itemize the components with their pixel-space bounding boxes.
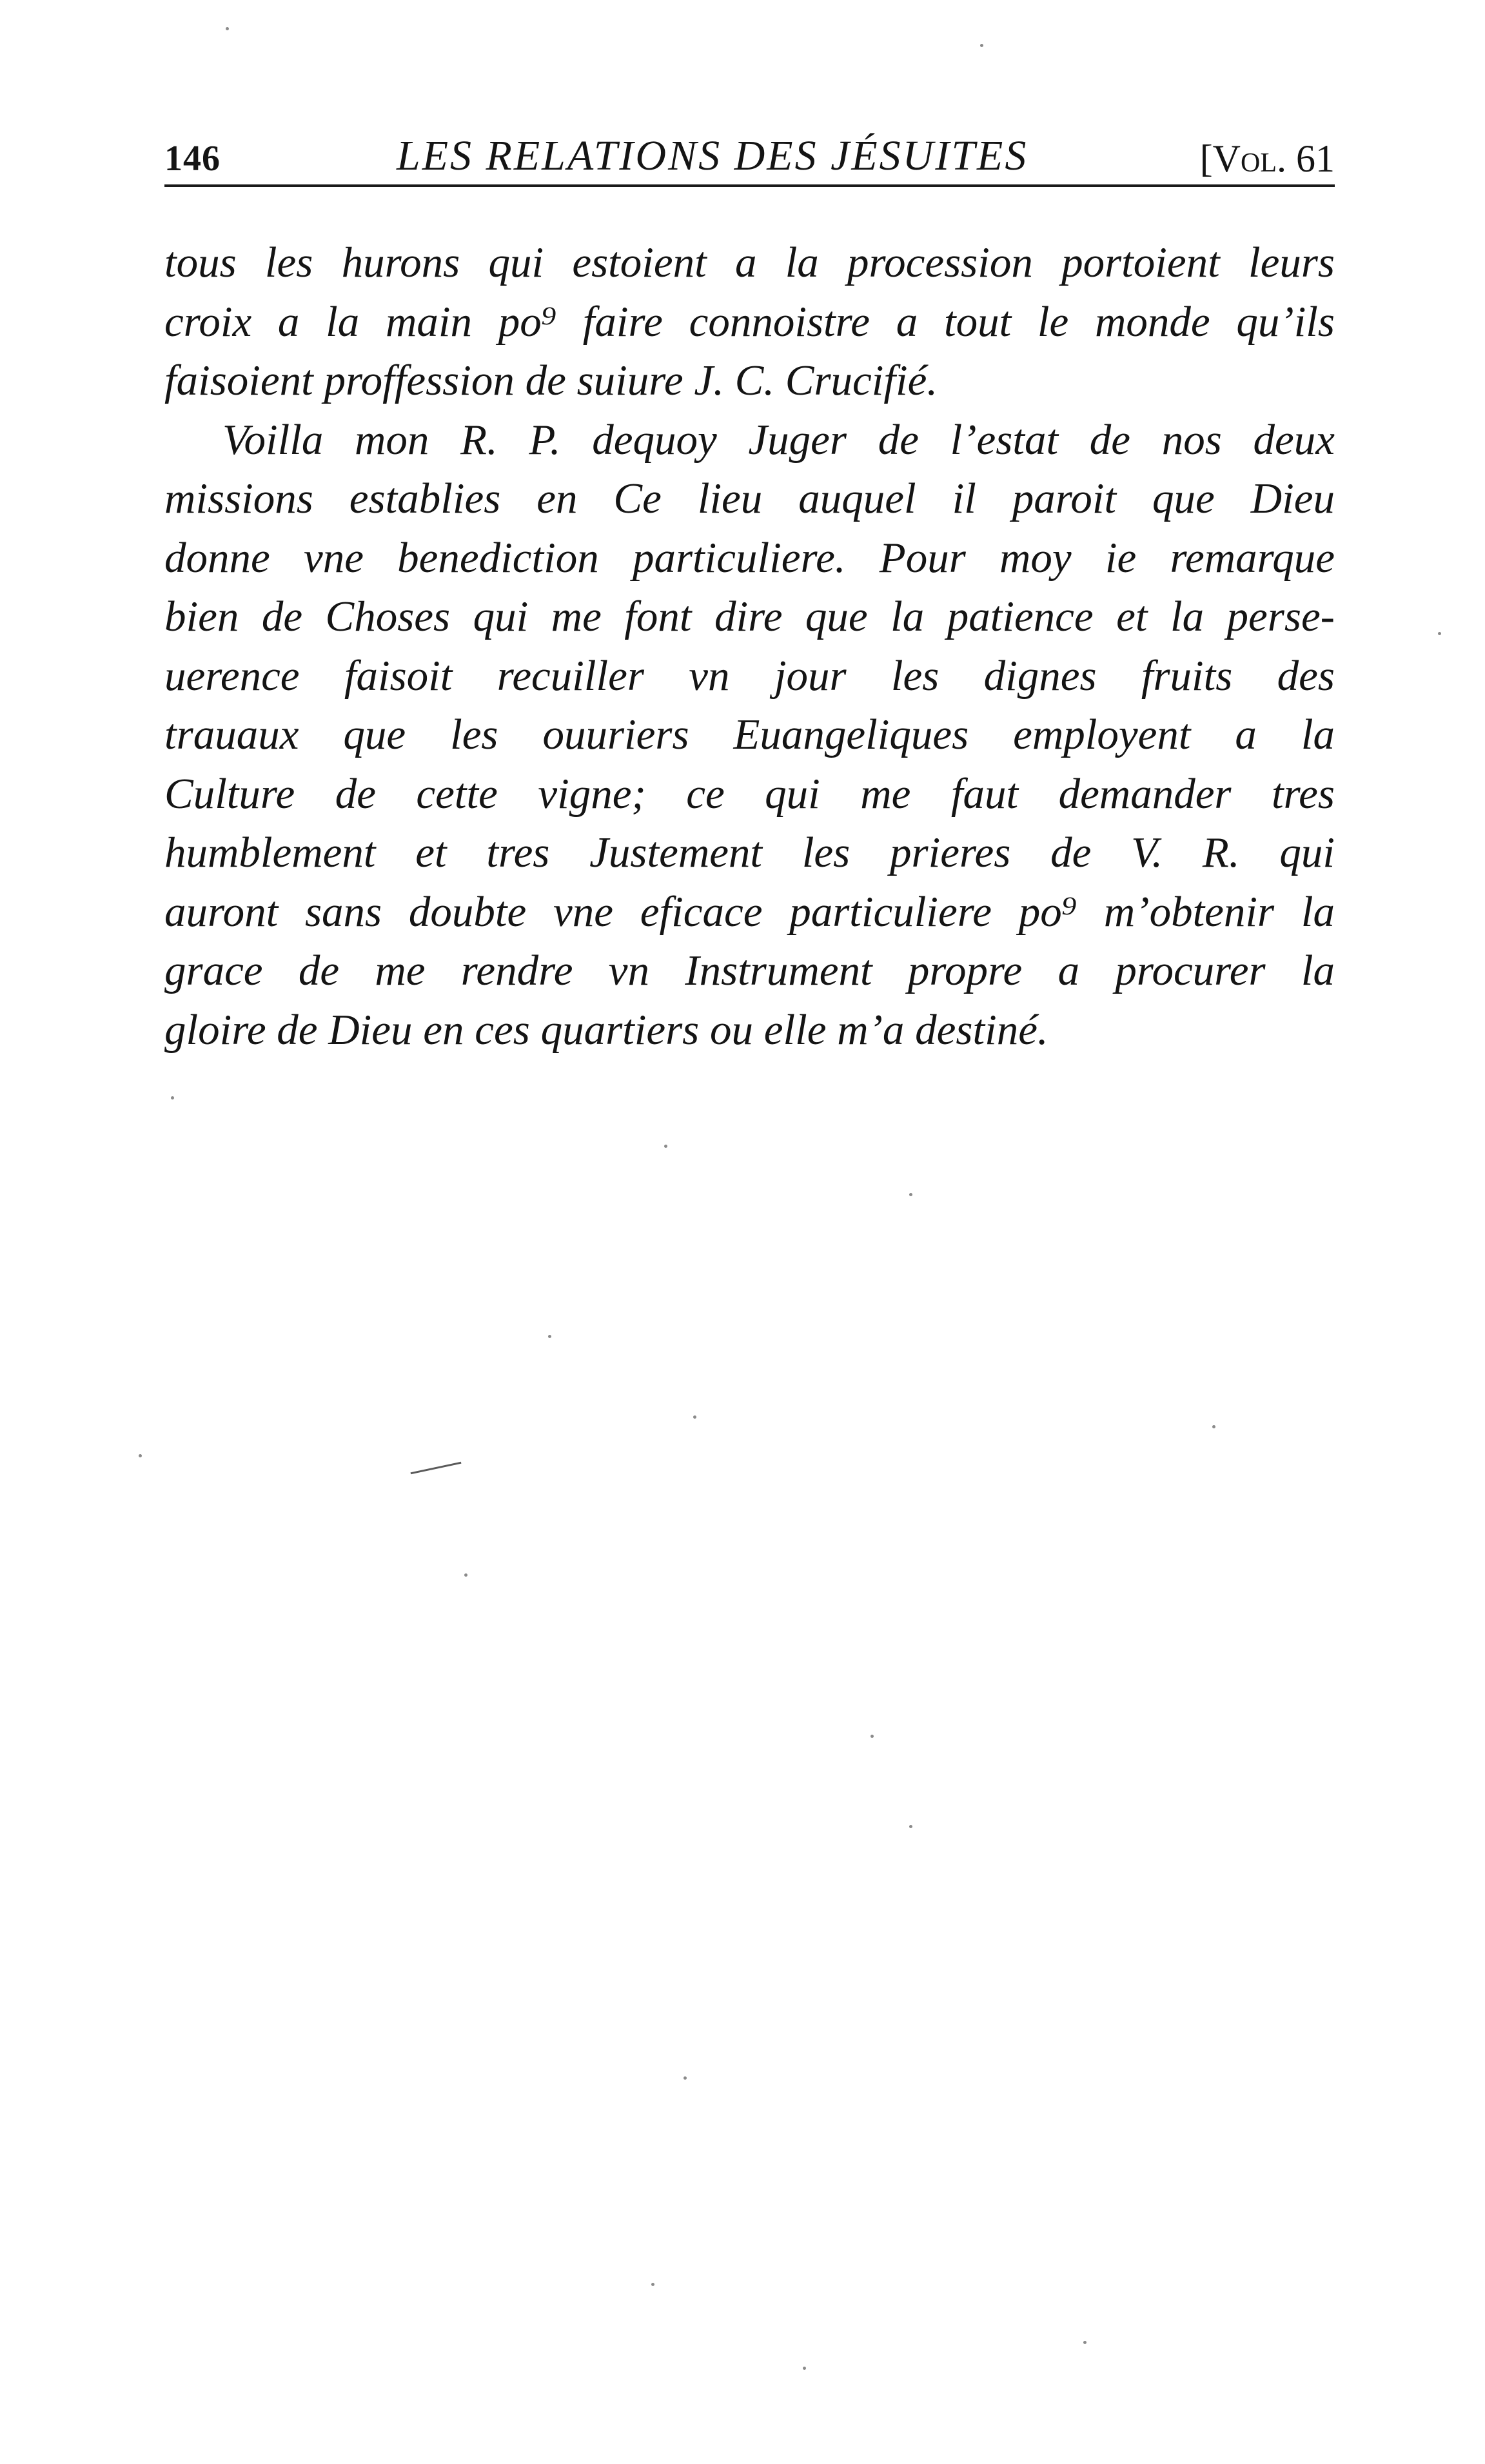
- scan-speck: [909, 1193, 912, 1196]
- volume-label: Vol.: [1212, 137, 1286, 180]
- body-text: [164, 233, 1335, 1060]
- volume-bracket: [: [1199, 137, 1213, 180]
- scan-speck: [226, 27, 229, 30]
- scan-speck: [1438, 632, 1441, 635]
- text-line: grace de me rendre vn Instrument propre a procurer la: [164, 947, 1335, 994]
- scan-speck: [1083, 2341, 1087, 2344]
- scan-speck: [870, 1735, 874, 1738]
- text-line: croix a la main po⁹ faire connoistre a tout le monde qu’ils: [164, 297, 1335, 346]
- scan-speck: [693, 1415, 696, 1419]
- scan-speck: [803, 2367, 806, 2370]
- running-title: LES RELATIONS DES JÉSUITES: [397, 132, 1028, 179]
- text-line: donne vne benediction particuliere. Pour moy ie remarque: [164, 533, 1335, 582]
- scan-speck: [980, 44, 983, 47]
- scan-speck: [651, 2283, 654, 2286]
- text-line: faisoient proffession de suiure J. C. Crucifié.: [164, 357, 938, 404]
- text-line: bien de Choses qui me font dire que la patience et la perse-: [164, 593, 1335, 640]
- paragraph-start-line: Voilla mon R. P. dequoy Juger de l’estat de nos deux: [222, 415, 1335, 464]
- text-line: uerence faisoit recuiller vn jour les dignes fruits des: [164, 651, 1335, 700]
- scan-speck: [139, 1454, 142, 1457]
- text-line: auront sans doubte vne eficace particuliere po⁹ m’obtenir la: [164, 887, 1335, 936]
- text-line: tous les hurons qui estoient a la procession portoient leurs: [164, 239, 1335, 286]
- volume-number: 61: [1296, 137, 1335, 180]
- text-line: trauaux que les ouuriers Euangeliques employent a la: [164, 711, 1335, 758]
- page-number: 146: [164, 139, 221, 179]
- scan-speck: [548, 1335, 551, 1338]
- text-line: missions establies en Ce lieu auquel il paroit que Dieu: [164, 475, 1335, 522]
- text-line: gloire de Dieu en ces quartiers ou elle m’a destiné.: [164, 1005, 1048, 1054]
- text-line: Culture de cette vigne; ce qui me faut demander tres: [164, 769, 1335, 818]
- volume-indicator: [1200, 137, 1335, 181]
- scan-speck: [1212, 1425, 1215, 1428]
- scan-speck: [664, 1145, 667, 1148]
- scan-speck: [683, 2076, 687, 2080]
- scan-speck: [171, 1096, 174, 1099]
- scan-speck: [909, 1825, 912, 1828]
- scan-speck: [464, 1573, 467, 1577]
- text-line: humblement et tres Justement les prieres de V. R. qui: [164, 829, 1335, 876]
- scan-mark: [411, 1462, 462, 1475]
- running-header: [164, 126, 1335, 187]
